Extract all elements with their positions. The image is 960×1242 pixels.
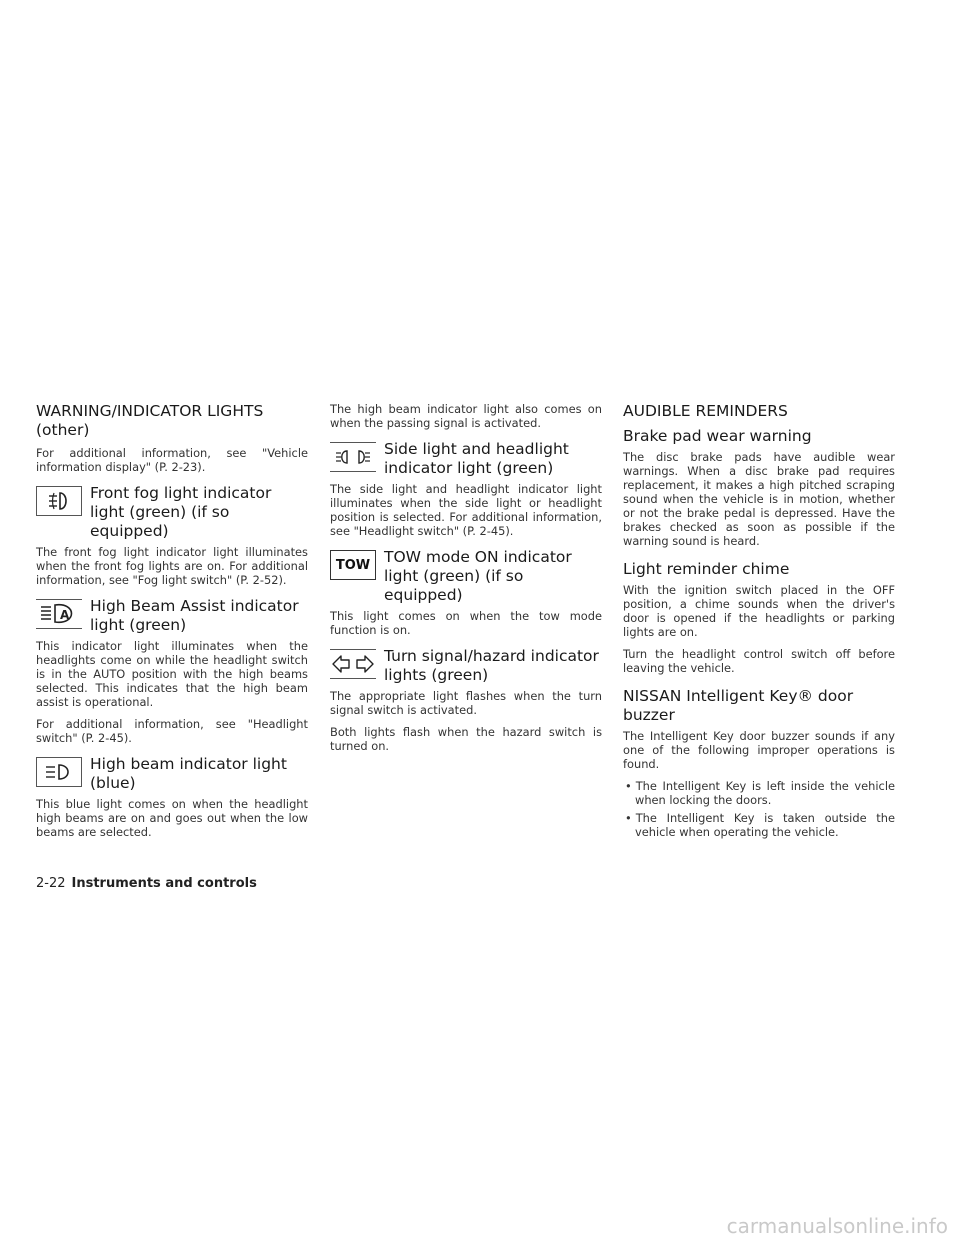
brake-pad-warning-title: Brake pad wear warning: [623, 427, 812, 445]
turn-signal-indicator-header: [330, 647, 602, 685]
intelligent-key-buzzer-title: NISSAN Intelligent Key® door buzzer: [623, 687, 854, 724]
page-number: 2-22: [36, 876, 66, 891]
column-left: [36, 402, 308, 847]
high-beam-indicator-title: High beam indicator light (blue): [90, 755, 287, 792]
hba-indicator-body-1: This indicator light illuminates when the headlights come on while the headlight switch is in the AUTO position with the high beams selected. This indicates that the high beam assist is operational.: [36, 639, 308, 709]
tow-indicator-body: This light comes on when the tow mode function is on.: [330, 609, 602, 637]
column-middle: [330, 402, 602, 761]
side-light-indicator-header: [330, 440, 602, 478]
high-beam-icon: [36, 757, 82, 787]
section-heading-audible-reminders: AUDIBLE REMINDERS: [623, 402, 788, 420]
turn-signal-indicator-title: Turn signal/hazard indicator lights (green): [384, 647, 599, 684]
page-footer: [36, 876, 257, 891]
brake-pad-warning-body: The disc brake pads have audible wear warnings. When a disc brake pad requires replacement, it makes a high pitched scraping sound when the vehicle is in motion, whether or not the brake pedal is depressed. Have the brakes checked as soon as possible if the warning sound is heard.: [623, 450, 895, 548]
side-light-icon: [330, 442, 376, 472]
list-item: • The Intelligent Key is taken outside the vehicle when operating the vehicle.: [623, 811, 895, 839]
watermark: carmanualsonline.info: [726, 1214, 948, 1238]
fog-indicator-title: Front fog light indicator light (green) (if so equipped): [90, 484, 272, 540]
svg-text:A: A: [60, 608, 70, 622]
turn-signal-indicator-body-2: Both lights flash when the hazard switch is turned on.: [330, 725, 602, 753]
turn-signal-icon: [330, 649, 376, 679]
side-light-indicator-body: The side light and headlight indicator light illuminates when the side light or headlight position is selected. For additional information, see "Headlight switch" (P. 2-45).: [330, 482, 602, 538]
high-beam-continued-text: The high beam indicator light also comes on when the passing signal is activated.: [330, 402, 602, 430]
hba-indicator-body-2: For additional information, see "Headlight switch" (P. 2-45).: [36, 717, 308, 745]
turn-signal-indicator-body-1: The appropriate light flashes when the turn signal switch is activated.: [330, 689, 602, 717]
list-item: • The Intelligent Key is left inside the vehicle when locking the doors.: [623, 779, 895, 807]
tow-indicator-header: [330, 548, 602, 605]
section-heading-warning-lights: WARNING/INDICATOR LIGHTS (other): [36, 402, 264, 439]
intelligent-key-buzzer-body: The Intelligent Key door buzzer sounds if any one of the following improper operations is found.: [623, 729, 895, 771]
high-beam-indicator-body: This blue light comes on when the headlight high beams are on and goes out when the low beams are selected.: [36, 797, 308, 839]
hba-indicator-header: [36, 597, 308, 635]
intro-text: For additional information, see "Vehicle information display" (P. 2-23).: [36, 446, 308, 474]
front-fog-light-icon: [36, 486, 82, 516]
light-reminder-body-1: With the ignition switch placed in the OFF position, a chime sounds when the driver's door is opened if the headlights or parking lights are on.: [623, 583, 895, 639]
hba-indicator-title: High Beam Assist indicator light (green): [90, 597, 299, 634]
fog-indicator-header: [36, 484, 308, 541]
light-reminder-title: Light reminder chime: [623, 560, 790, 578]
high-beam-indicator-header: [36, 755, 308, 793]
light-reminder-body-2: Turn the headlight control switch off before leaving the vehicle.: [623, 647, 895, 675]
fog-indicator-body: The front fog light indicator light illuminates when the front fog lights are on. For additional information, see "Fog light switch" (P. 2-52).: [36, 545, 308, 587]
tow-icon-label: TOW: [335, 557, 371, 573]
tow-indicator-title: TOW mode ON indicator light (green) (if so equipped): [384, 548, 572, 604]
high-beam-assist-icon: [36, 599, 82, 629]
side-light-indicator-title: Side light and headlight indicator light (green): [384, 440, 569, 477]
chapter-title: Instruments and controls: [71, 876, 257, 891]
intelligent-key-bullet-list: [623, 779, 895, 839]
tow-mode-icon: [330, 550, 376, 580]
column-right: [623, 402, 895, 843]
